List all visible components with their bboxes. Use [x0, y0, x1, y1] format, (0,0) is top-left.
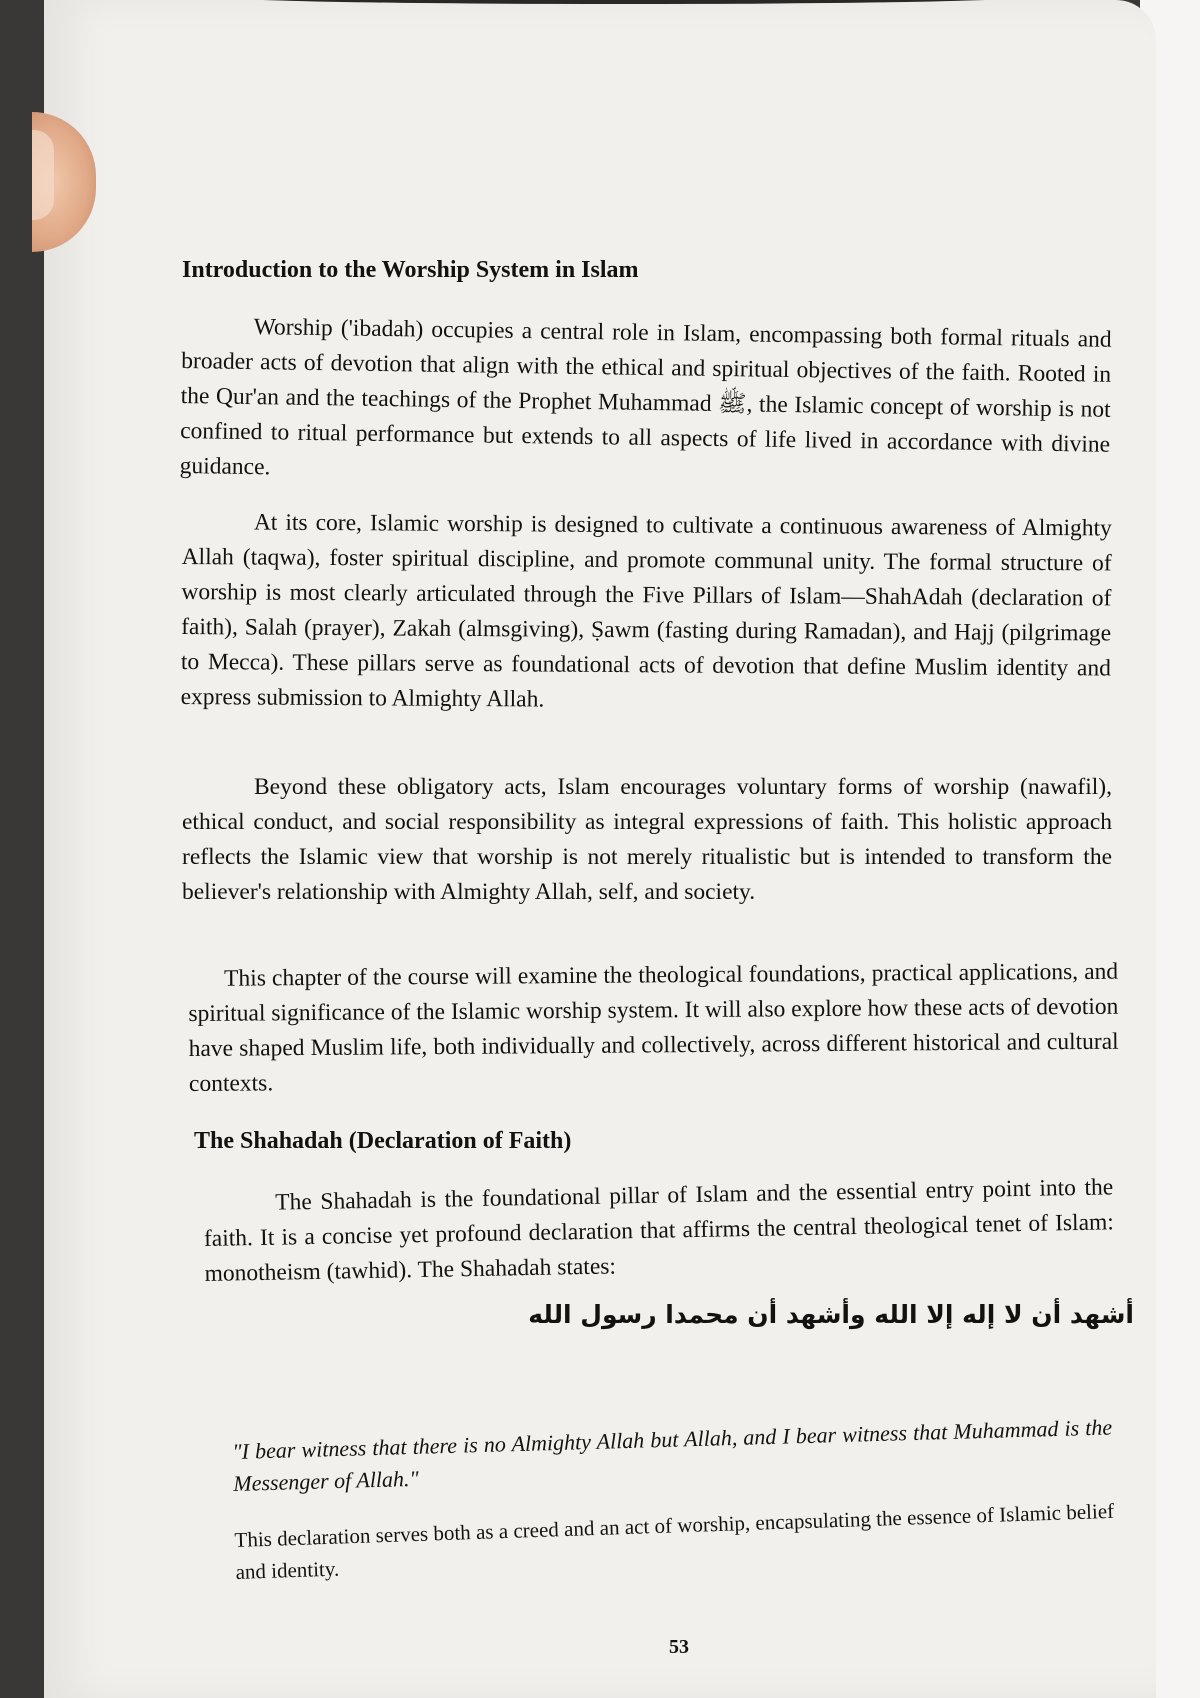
section-heading-shahadah: The Shahadah (Declaration of Faith): [194, 1128, 572, 1154]
section-heading-worship-system: Introduction to the Worship System in Islam: [182, 257, 639, 283]
shahadah-translation-quote: "I bear witness that there is no Almighty Allah but Allah, and I bear witness that Muhammad is the Messenger of Allah.": [232, 1414, 1113, 1496]
thumbnail-highlight: [32, 130, 54, 220]
page-number: 53: [669, 1636, 689, 1658]
paragraph-shahadah-closing: This declaration serves both as a creed and an act of worship, encapsulating the essence of Islamic belief and identity.: [234, 1498, 1115, 1584]
paragraph-shahadah-intro: The Shahadah is the foundational pillar of Islam and the essential entry point into the faith. It is a concise yet profound declaration that affirms the central theological tenet of Islam: monotheism (tawhid). The Shahadah states:: [203, 1174, 1115, 1287]
paragraph-five-pillars: At its core, Islamic worship is designed to cultivate a continuous awareness of Almighty Allah (taqwa), foster spiritual discipline, and promote communal unity. The formal structure of worship is most clearly articulated through the Five Pillars of Islam—ShahAdah (declaration of faith), Salah (prayer), Zakah (almsgiving), Ṣawm (fasting during Ramadan), and Hajj (pilgrimage to Mecca). These pillars serve as foundational acts of devotion that define Muslim identity and express submission to Almighty Allah.: [180, 509, 1112, 713]
paragraph-chapter-scope: This chapter of the course will examine the theological foundations, practical applications, and spiritual significance of the Islamic worship system. It will also explore how these acts of devotion have shaped Muslim life, both individually and collectively, across different historical and cultural contexts.: [188, 958, 1119, 1097]
paragraph-voluntary-worship: Beyond these obligatory acts, Islam encourages voluntary forms of worship (nawafil), ethical conduct, and social responsibility as integral expressions of faith. This holistic approach reflects the Islamic view that worship is not merely ritualistic but is intended to transform the believer's relationship with Almighty Allah, self, and society.: [182, 774, 1112, 905]
page-edge-shadow: [224, 0, 1024, 4]
paragraph-worship-intro: Worship ('ibadah) occupies a central role in Islam, encompassing both formal rituals and broader acts of devotion that align with the ethical and spiritual objectives of the faith. Rooted in the Qur'an and the teachings of the Prophet Muhammad ﷺ, the Islamic concept of worship is not confined to ritual performance but extends to all aspects of life lived in accordance with divine guidance.: [179, 314, 1112, 481]
arabic-shahadah-text: أشهد أن لا إله إلا الله وأشهد أن محمدا رسول الله: [528, 1300, 1134, 1329]
